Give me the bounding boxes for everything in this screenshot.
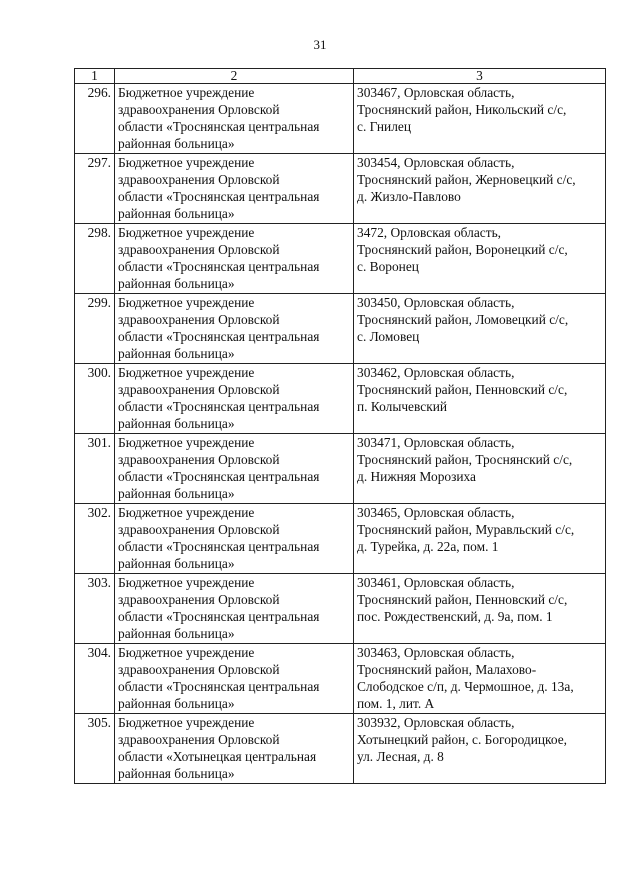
column-header-1: 1: [75, 69, 115, 84]
row-number: 299.: [75, 294, 115, 364]
institution-address: 3472, Орловская область, Троснянский район, Воронецкий с/с, с. Воронец: [357, 225, 568, 274]
institution-address: 303463, Орловская область, Троснянский район, Малахово- Слободское с/п, д. Чермошное, д. 13а, пом. 1, лит. А: [357, 645, 574, 711]
institution-name: Бюджетное учреждение здравоохранения Орловской области «Троснянская центральная районная больница»: [118, 155, 320, 221]
institution-address: 303454, Орловская область, Троснянский район, Жерновецкий с/с, д. Жизло-Павлово: [357, 155, 576, 204]
table-row: [75, 84, 606, 154]
row-number: 304.: [75, 644, 115, 714]
page-number: 31: [313, 37, 327, 52]
institution-name: Бюджетное учреждение здравоохранения Орловской области «Троснянская центральная районная больница»: [118, 505, 320, 571]
row-number: 300.: [75, 364, 115, 434]
institution-name: Бюджетное учреждение здравоохранения Орловской области «Троснянская центральная районная больница»: [118, 575, 320, 641]
institution-name: Бюджетное учреждение здравоохранения Орловской области «Троснянская центральная районная больница»: [118, 645, 320, 711]
row-number: 297.: [75, 154, 115, 224]
institutions-table: [74, 68, 606, 784]
institution-name: Бюджетное учреждение здравоохранения Орловской области «Троснянская центральная районная больница»: [118, 225, 320, 291]
table-row: [75, 714, 606, 784]
institution-address: 303932, Орловская область, Хотынецкий район, с. Богородицкое, ул. Лесная, д. 8: [357, 715, 568, 764]
table-row: [75, 504, 606, 574]
column-header-2: 2: [115, 69, 354, 84]
table-row: [75, 644, 606, 714]
row-number: 305.: [75, 714, 115, 784]
institution-name: Бюджетное учреждение здравоохранения Орловской области «Хотынецкая центральная районная больница»: [118, 715, 317, 781]
institution-name: Бюджетное учреждение здравоохранения Орловской области «Троснянская центральная районная больница»: [118, 365, 320, 431]
institution-address: 303471, Орловская область, Троснянский район, Троснянский с/с, д. Нижняя Морозиха: [357, 435, 573, 484]
institution-name: Бюджетное учреждение здравоохранения Орловской области «Троснянская центральная районная больница»: [118, 435, 320, 501]
table-row: [75, 364, 606, 434]
institution-address: 303465, Орловская область, Троснянский район, Муравльский с/с, д. Турейка, д. 22а, пом. 1: [357, 505, 575, 554]
row-number: 301.: [75, 434, 115, 504]
institution-address: 303467, Орловская область, Троснянский район, Никольский с/с, с. Гнилец: [357, 85, 567, 134]
table-header-row: [75, 69, 606, 84]
institution-address: 303450, Орловская область, Троснянский район, Ломовецкий с/с, с. Ломовец: [357, 295, 569, 344]
table-row: [75, 294, 606, 364]
table-row: [75, 224, 606, 294]
institution-address: 303462, Орловская область, Троснянский район, Пенновский с/с, п. Колычевский: [357, 365, 568, 414]
table-row: [75, 154, 606, 224]
institution-address: 303461, Орловская область, Троснянский район, Пенновский с/с, пос. Рождественский, д. 9а, пом. 1: [357, 575, 568, 624]
row-number: 303.: [75, 574, 115, 644]
table-row: [75, 574, 606, 644]
row-number: 298.: [75, 224, 115, 294]
column-header-3: 3: [354, 69, 606, 84]
institution-name: Бюджетное учреждение здравоохранения Орловской области «Троснянская центральная районная больница»: [118, 85, 320, 151]
row-number: 302.: [75, 504, 115, 574]
institution-name: Бюджетное учреждение здравоохранения Орловской области «Троснянская центральная районная больница»: [118, 295, 320, 361]
table-row: [75, 434, 606, 504]
row-number: 296.: [75, 84, 115, 154]
